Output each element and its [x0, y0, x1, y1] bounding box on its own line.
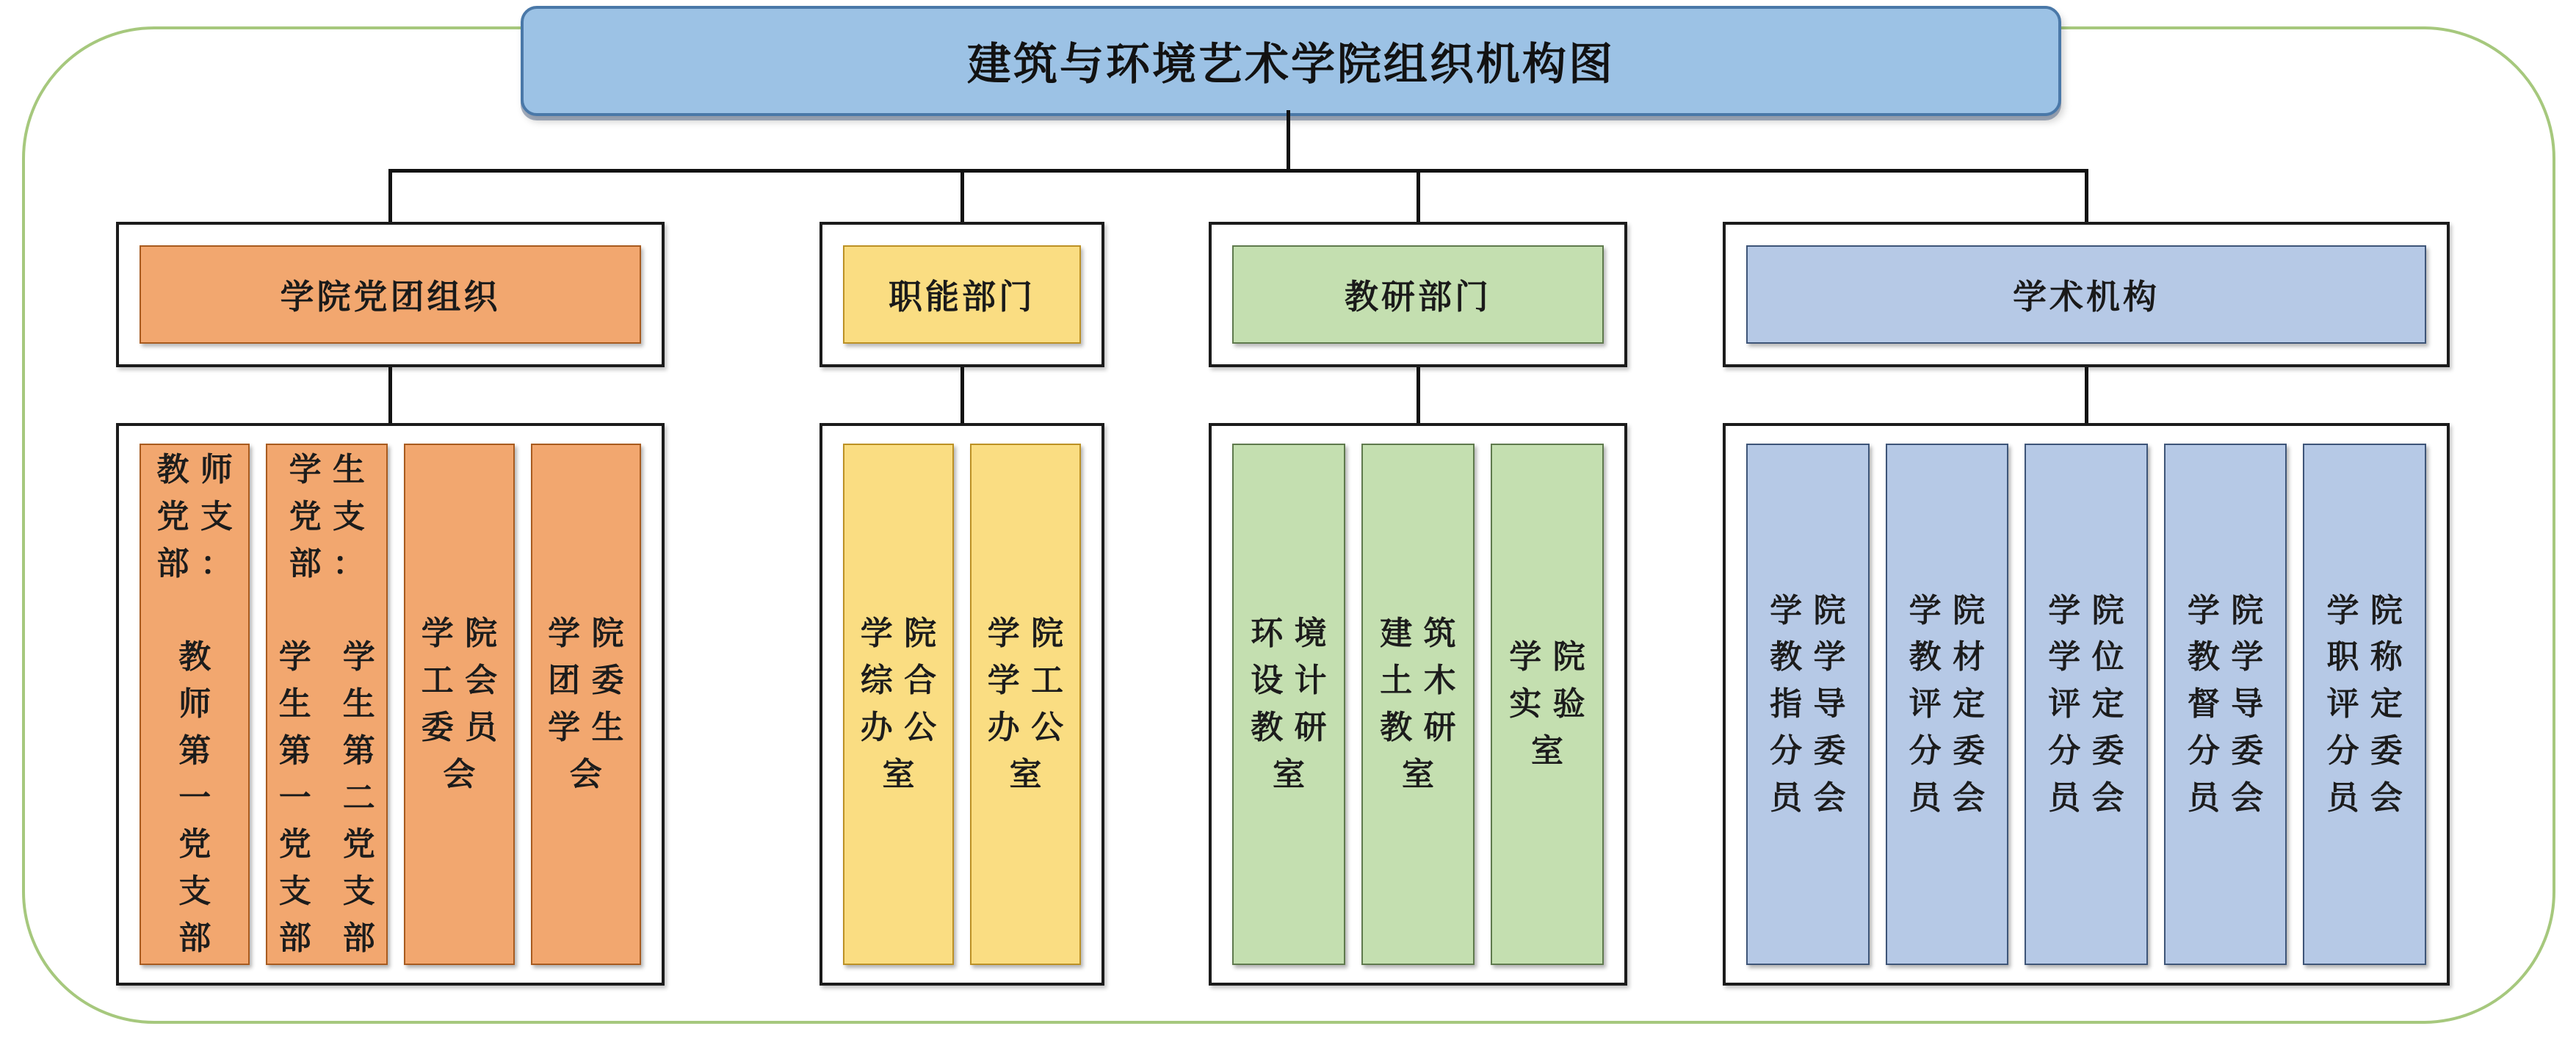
org-cell	[266, 444, 388, 965]
cell-line: 会	[443, 756, 487, 792]
cell-line: 办公	[860, 709, 948, 745]
group-children-box	[116, 423, 665, 986]
cell-line: 部	[178, 920, 222, 957]
connector-header-to-children	[2085, 367, 2088, 424]
cell-line: 党 党	[278, 826, 387, 863]
cell-line: 会	[569, 756, 614, 792]
cell-line: 学院	[987, 615, 1075, 652]
cell-line: 第	[178, 732, 222, 769]
cell-line: 教师	[156, 452, 245, 488]
cell-line: 部：	[156, 545, 245, 582]
group-header-box	[820, 222, 1104, 367]
cell-line: 室	[1530, 732, 1575, 769]
org-cell	[531, 444, 641, 965]
cell-line: 工会	[421, 662, 509, 699]
cell-line: 学工	[987, 662, 1075, 699]
cell-line: 室	[1009, 756, 1053, 792]
group-header-box	[1209, 222, 1627, 367]
cell-line: 党	[178, 826, 222, 863]
cell-line: 学院	[860, 615, 948, 652]
org-cell	[2025, 444, 2148, 965]
connector-trunk	[1287, 110, 1290, 173]
cell-line: 员会	[1909, 779, 1997, 816]
cell-line: 实验	[1509, 686, 1597, 723]
cell-line: 教材	[1909, 639, 1997, 676]
cell-line: 综合	[860, 662, 948, 699]
org-cell	[843, 444, 954, 965]
cell-line: 学生	[548, 709, 635, 745]
group-children-box	[1209, 423, 1627, 986]
cell-line: 学位	[2048, 639, 2136, 676]
org-cell	[1491, 444, 1604, 965]
connector-header-to-children	[388, 367, 392, 424]
cell-line: 团委	[548, 662, 635, 699]
cell-line: 建筑	[1380, 615, 1468, 652]
cell-line: 学院	[1909, 592, 1997, 629]
cell-line: 师	[178, 686, 222, 723]
cell-line: 室	[1401, 756, 1446, 792]
group-header-label: 学院党团组织	[280, 278, 501, 316]
org-cell	[140, 444, 250, 965]
cell-line: 支	[178, 873, 222, 910]
org-cell	[2164, 444, 2287, 965]
cell-line: 生 生	[278, 686, 387, 723]
group-header-label: 教研部门	[1345, 278, 1491, 316]
org-cell	[970, 444, 1081, 965]
cell-line: 员会	[1770, 779, 1857, 816]
chart-title: 建筑与环境艺术学院组织机构图	[967, 40, 1615, 89]
cell-line: 办公	[987, 709, 1075, 745]
cell-line: 教研	[1380, 709, 1468, 745]
cell-line: 教	[178, 639, 222, 676]
cell-line: 教学	[2187, 639, 2275, 676]
cell-line: 设计	[1251, 662, 1339, 699]
org-cell	[1361, 444, 1475, 965]
connector-drop-3	[1417, 169, 1420, 222]
cell-line: 党支	[156, 498, 245, 535]
cell-line: 评定	[1909, 686, 1997, 723]
cell-line: 党支	[289, 498, 377, 535]
cell-line: 分委	[1909, 732, 1997, 769]
cell-line: 委员	[421, 709, 509, 745]
cell-line: 学 学	[278, 639, 387, 676]
cell-line: 学生	[289, 452, 377, 488]
group-header-label: 学术机构	[2013, 278, 2160, 316]
cell-line: 学院	[2048, 592, 2136, 629]
cell-line: 学院	[2187, 592, 2275, 629]
cell-line: 土木	[1380, 662, 1468, 699]
cell-line: 学院	[1509, 639, 1597, 676]
group-header-bar	[140, 245, 641, 344]
cell-line: 学院	[1770, 592, 1857, 629]
org-cell	[404, 444, 514, 965]
group-header-bar	[1746, 245, 2426, 344]
org-cell	[2303, 444, 2426, 965]
group-children-box	[820, 423, 1104, 986]
cell-line: 评定	[2326, 686, 2414, 723]
group-header-label: 职能部门	[889, 278, 1035, 316]
cell-line: 支 支	[278, 873, 387, 910]
org-cell	[1746, 444, 1870, 965]
cell-line: 学院	[2326, 592, 2414, 629]
cell-line: 分委	[2187, 732, 2275, 769]
group-children-box	[1723, 423, 2450, 986]
cell-line: 部：	[289, 545, 377, 582]
group-header-bar	[1232, 245, 1604, 344]
connector-drop-2	[960, 169, 964, 222]
cell-line: 教学	[1770, 639, 1857, 676]
cell-line: 一	[178, 779, 222, 816]
org-cell	[1232, 444, 1345, 965]
cell-line: 环境	[1251, 615, 1339, 652]
cell-line: 职称	[2326, 639, 2414, 676]
cell-line: 员会	[2048, 779, 2136, 816]
chart-title-box	[521, 6, 2061, 116]
cell-line: 教研	[1251, 709, 1339, 745]
connector-header-to-children	[960, 367, 964, 424]
cell-line: 员会	[2187, 779, 2275, 816]
cell-line: 室	[1272, 756, 1317, 792]
cell-line: 一 二	[278, 779, 387, 816]
cell-line: 员会	[2326, 779, 2414, 816]
connector-drop-4	[2085, 169, 2088, 222]
cell-line: 第 第	[278, 732, 387, 769]
connector-drop-1	[388, 169, 392, 222]
cell-line: 评定	[2048, 686, 2136, 723]
cell-line: 分委	[2048, 732, 2136, 769]
org-cell	[1886, 444, 2009, 965]
group-header-bar	[843, 245, 1081, 344]
group-header-box	[1723, 222, 2450, 367]
cell-line: 学院	[421, 615, 509, 652]
cell-line: 分委	[1770, 732, 1857, 769]
cell-line: 部 部	[278, 920, 387, 957]
cell-line: 室	[882, 756, 926, 792]
cell-line: 学院	[548, 615, 635, 652]
connector-horizontal	[388, 169, 2088, 173]
connector-header-to-children	[1417, 367, 1420, 424]
group-header-box	[116, 222, 665, 367]
cell-line: 分委	[2326, 732, 2414, 769]
cell-line: 指导	[1770, 686, 1857, 723]
cell-line: 督导	[2187, 686, 2275, 723]
